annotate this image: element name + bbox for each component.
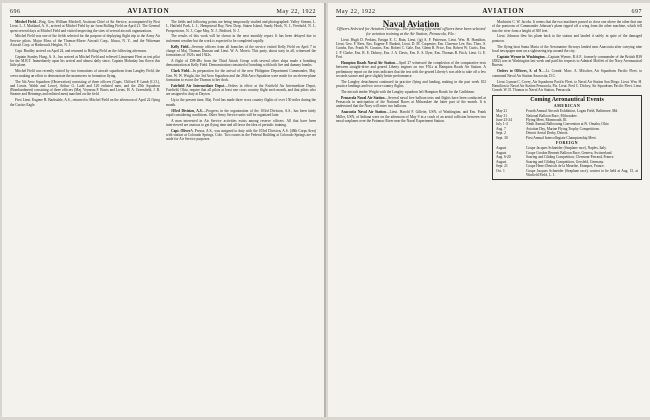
section-subtitle: Officers Selected for Aviation Training—The following fifty naval officers have been selected for aviation training at the Air Station, Pensacola, Fla.: bbox=[336, 26, 486, 36]
paragraph-text: Lieut. Johnson flew his plane back to the station and landed it safely in spite of the damaged pontoon. bbox=[492, 34, 642, 43]
event-text: Flying Meet, Monmouth, Ill. bbox=[526, 118, 568, 123]
article-paragraph bbox=[166, 20, 316, 33]
article-paragraph bbox=[166, 45, 316, 58]
event-text: Detroit Aerial Derby, Detroit. bbox=[526, 131, 569, 136]
event-date: Sept. 30 bbox=[496, 135, 508, 140]
article-paragraph bbox=[10, 55, 160, 68]
article-paragraph bbox=[166, 129, 316, 142]
paragraph-text: Mitchel Field was recently visited by two formations of aircraft squadrons from Langley Field, the crews making an effort to demonstrate the maneuvers in formation flying. bbox=[10, 69, 160, 78]
event-text: First Annual Intercollegiate Championship Meet. bbox=[526, 135, 597, 140]
paragraph-text: The flying boat Santa Maria of the Aeromarine Airways landed near Anacostia after carrying nine local newspaper men on a sightseeing trip around the city. bbox=[492, 44, 642, 53]
event-date: August bbox=[496, 150, 507, 155]
paragraph-text: —April 27 witnessed the completion of the comparative tests between straight-drive and geared Liberty engines on two F5Ls at Hampton Roads Air Station. A preliminary report on the tests indicates that the test with the geared Liberty's was able to take off a few seconds sooner and gave slightly better performance. bbox=[336, 60, 486, 78]
event-text: Coupe Henri Deutsch de la Meurthe, Etampes, France. bbox=[526, 164, 605, 169]
article-paragraph bbox=[166, 69, 316, 82]
article-paragraph bbox=[492, 34, 642, 43]
page-gutter bbox=[324, 3, 326, 417]
article-paragraph bbox=[166, 119, 316, 128]
right-running-title: AVIATION bbox=[482, 7, 525, 15]
paragraph-heading: Captain Wynne in Washington bbox=[497, 54, 545, 59]
event-date: Aug. 6-20 bbox=[496, 155, 511, 160]
right-column-1 bbox=[336, 20, 486, 180]
article-paragraph bbox=[10, 98, 160, 107]
article-paragraph bbox=[336, 90, 486, 94]
paragraph-heading: Clark Field bbox=[171, 69, 190, 74]
paragraph-heading: Capt. Oliver bbox=[171, 128, 191, 133]
right-column-2 bbox=[492, 20, 642, 180]
left-page-number: 696 bbox=[10, 9, 21, 15]
article-paragraph bbox=[10, 20, 160, 33]
article-paragraph bbox=[336, 38, 486, 59]
paragraph-heading: Kelly Field bbox=[171, 44, 189, 49]
paragraph-text: The results of this work will be shown in the next monthly report. It has been delayed due to inclement weather but the work is expected to be completed rapidly. bbox=[166, 34, 316, 43]
paragraph-text: —In preparation for the arrival of the new Philippine Department Commander, Maj. Gen. W. W. Wright, the 3rd Aero Squadron and the 28th Aero Squadron were made for an eleven-plane formation to escort the Thomas to her dock. bbox=[166, 69, 316, 82]
paragraph-heading: Orders to Officers, S. of N. bbox=[497, 69, 543, 74]
event-date: June 23-24 bbox=[496, 118, 512, 123]
left-page-date: May 22, 1922 bbox=[276, 9, 316, 15]
event-date: May 21 bbox=[496, 109, 508, 114]
article-paragraph bbox=[166, 59, 316, 68]
right-page-date: May 22, 1922 bbox=[336, 9, 376, 15]
event-date: July 1-4 bbox=[496, 122, 508, 127]
paragraph-text: Up to the present time, Maj. Ford has made three cross country flights of over 150 miles during the month. bbox=[166, 98, 316, 107]
events-foreign-label: FOREIGN bbox=[555, 140, 579, 146]
article-paragraph bbox=[492, 80, 642, 93]
event-text: Soaring and Gliding Competition, Clermont-Ferrand, France. bbox=[526, 155, 615, 160]
paragraph-heading: Mitchel Field bbox=[15, 20, 36, 24]
event-date: Aug. 7 bbox=[496, 126, 506, 131]
paragraph-text: —Brig. Gen. William Mitchell, Assistant Chief of Air Service, accompanied by First Lieut. L. J. Maitland, A. S., arrived at Mitchel Field by air from Bolling Field on April 21. The General spent several days at Mitchel Field and visited inspecting the sites of several aircraft organizations. bbox=[10, 20, 160, 33]
paragraph-text: A. Preuss, A.S., was assigned to duty with the 103rd Division, A.S. (48th Corps Area) with station at Colorado Springs, Colo. Two rooms in the Federal Building at Colorado Springs are set aside for Air Service purposes. bbox=[166, 128, 316, 142]
event-text: Coupe Jacques Schneider (Seaplane race), contest to be held at Aug. 15, at Winfield Field, L. I. bbox=[526, 168, 638, 177]
right-page bbox=[328, 3, 650, 417]
right-running-head bbox=[336, 7, 642, 17]
paragraph-text: Machinist C. W. Jacobs. It seems that the two machines passed so close one above the other that one of the pontoons of Commander Johnson's plane ripped off a wing from the other machine, which fell into the river from a height of 300 feet. bbox=[492, 20, 642, 33]
article-paragraph bbox=[10, 69, 160, 78]
event-date: August bbox=[496, 146, 507, 151]
left-running-head bbox=[10, 7, 316, 17]
article-paragraph bbox=[166, 98, 316, 107]
event-text: Aviation Day, Marine Flying Trophy Competitions. bbox=[526, 126, 600, 131]
event-row bbox=[496, 169, 638, 178]
paragraph-text: —Captain Wynne, R.A.F., formerly commander of the British R38 (ZR2) was in Washington last week and paid his respects to Admiral Moffett of the Navy Aeronautical Bureau. bbox=[492, 54, 642, 68]
paragraph-heading: Anacostia Naval Air Station bbox=[341, 110, 386, 115]
event-text: Fourth Annual Aircraft Exhibition, Logan Field, Baltimore, Md. bbox=[526, 109, 619, 114]
article-paragraph bbox=[10, 80, 160, 97]
events-title: Coming Aeronautical Events bbox=[530, 97, 604, 104]
article-paragraph bbox=[336, 96, 486, 109]
paragraph-text: First Lieut. Eugene H. Barksdale, A.S., returned to Mitchel Field on the afternoon of April 22 flying the Curtiss Eagle. bbox=[10, 98, 160, 107]
article-paragraph bbox=[336, 110, 486, 123]
paragraph-text: Mitchel Field was one of the fields selected for the purpose of deploying flight trip to the Army Air Service pilots. Major Moss of the Thomas-Morse Aircraft Corp., Ithaca, N. Y., and the Witteman Aircraft Corp. at Hasbrouck Heights, N. J. bbox=[10, 34, 160, 48]
paragraph-heading: Hampton Roads Naval Air Station bbox=[341, 60, 396, 65]
paragraph-text: A flight of DH-4Bs from the Third Attack Group with several other ships made a bombing demonstration at Kelly Field. Demonstration consisted of bombing with both live and dummy bombs. bbox=[166, 59, 316, 68]
left-running-title: AVIATION bbox=[127, 7, 170, 15]
article-paragraph bbox=[10, 34, 160, 47]
article-paragraph bbox=[10, 49, 160, 53]
article-paragraph bbox=[492, 20, 642, 33]
event-date: Sept. 2 bbox=[496, 131, 506, 136]
event-text: Ninth Annual Ballooning Convention at Ft. Omaha, Ohio. bbox=[526, 122, 610, 127]
paragraph-text: The aircraft tender Wright with the Langley squadron left Hampton Roads for the Caribbean. bbox=[341, 89, 475, 94]
paragraph-heading: Fairfield Air Intermediate Depot bbox=[171, 83, 225, 88]
article-paragraph bbox=[166, 109, 316, 118]
article-paragraph bbox=[492, 55, 642, 68]
paragraph-text: The fields and following points are being temporarily studied and photographed: Valley Stream, L. I., Hatfield Park, L. I., Hempstead Bay, New Dorp, Staten Island, Sandy Hook, N. J., Freehold, N. J., Prospertown, N. J., Cape May, N. J., Bedford, N. J. bbox=[166, 20, 316, 33]
paragraph-text: Capt. Bradley arrived on April 24, and returned to Bolling Field on the following afternoon. bbox=[15, 48, 148, 53]
paragraph-text: A man interested in Air Service activities exists among reserve officers. All that have been interviewed are anxious to get flying time and all favor the idea of periodic training. bbox=[166, 118, 316, 127]
paragraph-text: —Lt. Comdr. Marc. A. Mitscher, Air Squadrons Pacific Fleet, to command Naval Air Station Anacostia, D.C. bbox=[492, 69, 642, 78]
paragraph-text: —Lieut. Harold F. Gillette, USN, of Washington, and Ens. Frank Miller, USN, of Indiana were on the afternoon of May 9 in a crash of an aerial collision between two naval seaplanes over the Potomac River near the Naval Experiment Station. bbox=[336, 110, 486, 123]
paragraph-text: —Seventy officers from all branches of the service visited Kelly Field on April 7 in charge of Maj. Thomas Duncan and Lieut. W. A. Morris. This party, about sixty in all, witnessed the formations of 1921s and 1922s. bbox=[166, 44, 316, 58]
article-paragraph bbox=[336, 61, 486, 78]
paragraph-text: The 5th Aero Squadron (Observation) consisting of three officers (Capts. Clifford P. Lamb (C.O.), and Lieuts. Walsh and Lowe), Arthur G. Ladd and 120 enlisted men, and the 25th Squadron (Bombardment) consisting of three officers (Maj. Veyneau F. Boots and Lieuts. H. A. Greenfield, J. R. Stearne and Hennings and enlisted men) marched on the field. bbox=[10, 79, 160, 97]
paragraph-text: —Orders in effect at the Fairfield Air Intermediate Depot, Fairfield, Ohio, require that all pilots at least one cross country flight each month, and that pilots who are assigned to duty at Dayton. bbox=[166, 83, 316, 97]
paragraph-text: —Progress in the organization of the 103rd Division, A.S., has been fairly rapid considering conditions. Other Army Service units will be organized later. bbox=[166, 108, 316, 117]
event-text: Coupe Jacques Schneider (Seaplane race), Naples, Italy. bbox=[526, 146, 607, 151]
left-column-1 bbox=[10, 20, 160, 143]
event-date: August bbox=[496, 159, 507, 164]
article-paragraph bbox=[166, 84, 316, 97]
left-column-2 bbox=[166, 20, 316, 143]
event-text: National Balloon Race, Milwaukee. bbox=[526, 113, 578, 118]
paragraph-text: Lieut. Lyman C. Covey, Air Squadrons Pacific Fleet, to Naval Air Station San Diego. Lieut. Wm. H. Hamilton to Naval Air Station Pensacola, Fla. Lieut. Fred C. Dickey, Air Squadrons Pacific Fleet. Lieut. Comdr. W. D. Thomas to Naval Air Station, Pensacola. bbox=[492, 79, 642, 93]
events-american-label: AMERICAN bbox=[553, 102, 581, 108]
paragraph-text: The Langley detachment continued its practice flying and landing, making in the past week 102 practice landings and two cross-country flights. bbox=[336, 79, 486, 89]
coming-events-box bbox=[492, 95, 642, 180]
event-text: Soaring and Gliding Competition, Gersfeld, Germany. bbox=[526, 159, 605, 164]
article-paragraph bbox=[336, 80, 486, 89]
event-date: Oct. 1 bbox=[496, 168, 505, 173]
article-paragraph bbox=[492, 69, 642, 78]
event-text: Coupe Gordon Bennett Balloon Race, Geneva, Switzerland. bbox=[526, 150, 613, 155]
paragraph-text: Lieut. Hugh D. Perkins, Ensign E. C. Bain, Lieut. (jg) A. F. Patterson, Lieut. Wm. H. Hamilton, Lieut. Geo. F. Rees, Ens. Eugene F. Burkett, Lieut. D. M. Carpenter, Ens. Clarence Lee, Ens. Theo. S. Combs, Ens. Frank W. Cousins, Ens. Robert C. Gale, Ens. Glenn R. Price, Ens. Robert W. Curtis, Ens. J. P. Clarke, Ens. R. E. Dobroy, Ens. J. A. Davis, Ens. E. S. Dyer, Ens. Thomas B. Fitch, Lieut. G. E. Fort. bbox=[336, 37, 486, 60]
article-paragraph bbox=[166, 34, 316, 43]
right-page-number: 697 bbox=[631, 9, 642, 15]
paragraph-heading: Pensacola Naval Air Station bbox=[341, 95, 385, 100]
paragraph-heading: 103rd Division, A.S. bbox=[171, 108, 203, 113]
paragraph-text: Captain Stanley Hoag, A. S., has arrived at Mitchel Field and relieved Lieutenant Fleet as test pilot for the M.B.T. Immediately upon his arrival and almost daily since, Captain Mohaday has flown this little plane. bbox=[10, 54, 160, 68]
event-date: Sept. 21 bbox=[496, 164, 508, 169]
section-title: Naval Aviation bbox=[382, 19, 440, 29]
article-paragraph bbox=[492, 45, 642, 54]
paragraph-text: —Several naval free balloon tests and flights have been conducted at Pensacola in anticipation of the National Races at Milwaukee the latter part of the month. It is understood that the Navy will enter two balloons. bbox=[336, 95, 486, 109]
left-page bbox=[2, 3, 324, 417]
event-date: May 31 bbox=[496, 113, 508, 118]
